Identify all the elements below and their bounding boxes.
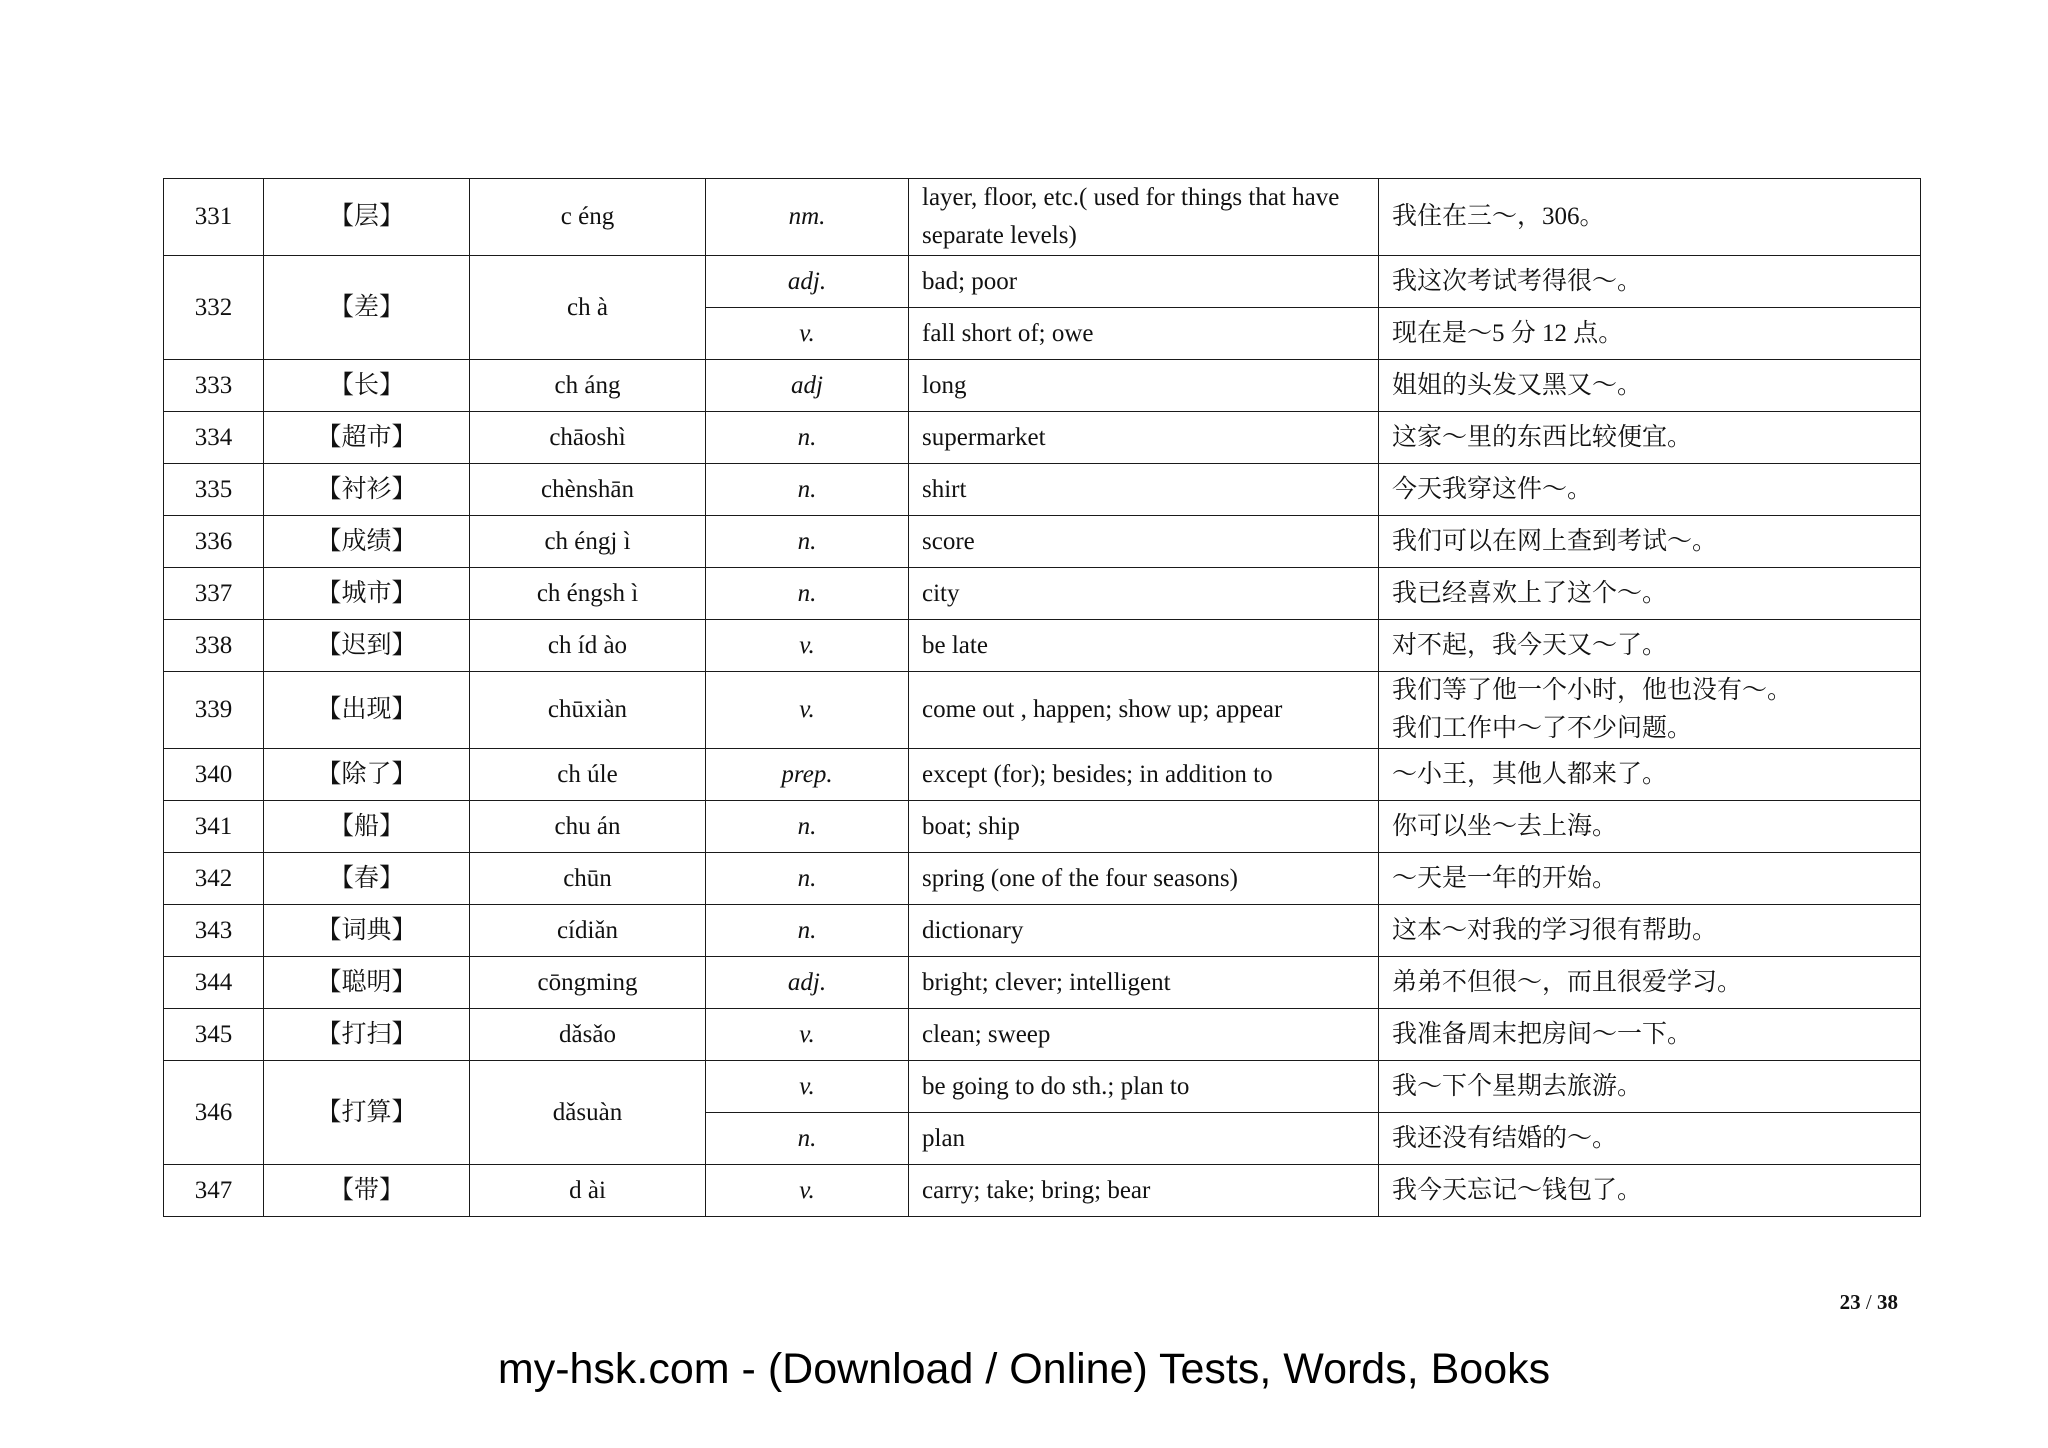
- entry-number: 333: [164, 360, 264, 412]
- table-row: [164, 853, 1921, 905]
- table-row: [164, 1061, 1921, 1113]
- example-line: 我们可以在网上查到考试～。: [1392, 527, 1718, 555]
- part-of-speech: adj: [706, 360, 909, 412]
- example-sentence: [1379, 308, 1921, 360]
- part-of-speech: n.: [706, 801, 909, 853]
- part-of-speech: nm.: [706, 179, 909, 256]
- example-sentence: [1379, 620, 1921, 672]
- page-separator: /: [1860, 1290, 1877, 1314]
- table-row: [164, 256, 1921, 308]
- example-line: 我已经喜欢上了这个～。: [1392, 579, 1668, 607]
- english-meaning: carry; take; bring; bear: [909, 1165, 1379, 1217]
- example-sentence: [1379, 672, 1921, 749]
- example-sentence: [1379, 957, 1921, 1009]
- example-sentence: [1379, 568, 1921, 620]
- entry-word: 【城市】: [264, 568, 470, 620]
- page-number: [1840, 1290, 1898, 1315]
- part-of-speech: n.: [706, 1113, 909, 1165]
- english-meaning: shirt: [909, 464, 1379, 516]
- table-row: [164, 905, 1921, 957]
- example-line: 这家～里的东西比较便宜。: [1392, 423, 1693, 451]
- part-of-speech: adj.: [706, 256, 909, 308]
- entry-number: 341: [164, 801, 264, 853]
- example-sentence: [1379, 853, 1921, 905]
- entry-pinyin: dǎsuàn: [470, 1061, 706, 1165]
- english-meaning: except (for); besides; in addition to: [909, 749, 1379, 801]
- entry-word: 【打算】: [264, 1061, 470, 1165]
- table-row: [164, 957, 1921, 1009]
- example-line: 我这次考试考得很～。: [1392, 267, 1643, 295]
- entry-pinyin: cōngming: [470, 957, 706, 1009]
- part-of-speech: v.: [706, 1165, 909, 1217]
- entry-word: 【聪明】: [264, 957, 470, 1009]
- table-row: [164, 1009, 1921, 1061]
- example-line: 对不起，我今天又～了。: [1392, 631, 1668, 659]
- table-row: [164, 568, 1921, 620]
- entry-number: 344: [164, 957, 264, 1009]
- entry-pinyin: chūxiàn: [470, 672, 706, 749]
- part-of-speech: n.: [706, 516, 909, 568]
- entry-number: 345: [164, 1009, 264, 1061]
- entry-pinyin: ch éngsh ì: [470, 568, 706, 620]
- english-meaning: clean; sweep: [909, 1009, 1379, 1061]
- example-sentence: [1379, 516, 1921, 568]
- example-sentence: [1379, 360, 1921, 412]
- vocabulary-table: [163, 178, 1921, 1217]
- entry-word: 【衬衫】: [264, 464, 470, 516]
- entry-number: 342: [164, 853, 264, 905]
- english-meaning: be going to do sth.; plan to: [909, 1061, 1379, 1113]
- part-of-speech: n.: [706, 464, 909, 516]
- example-sentence: [1379, 905, 1921, 957]
- part-of-speech: n.: [706, 568, 909, 620]
- part-of-speech: n.: [706, 853, 909, 905]
- example-sentence: [1379, 412, 1921, 464]
- example-line: 姐姐的头发又黑又～。: [1392, 371, 1643, 399]
- example-line: 我们等了他一个小时，他也没有～。: [1392, 677, 1793, 704]
- entry-pinyin: chāoshì: [470, 412, 706, 464]
- example-sentence: [1379, 801, 1921, 853]
- example-sentence: [1379, 179, 1921, 256]
- table-row: [164, 464, 1921, 516]
- example-line: 我～下个星期去旅游。: [1392, 1072, 1643, 1100]
- table-row: [164, 672, 1921, 749]
- entry-number: 332: [164, 256, 264, 360]
- entry-word: 【船】: [264, 801, 470, 853]
- english-meaning: boat; ship: [909, 801, 1379, 853]
- site-footer-banner: my-hsk.com - (Download / Online) Tests, Words, Books: [497, 1345, 1551, 1393]
- part-of-speech: v.: [706, 1061, 909, 1113]
- entry-pinyin: chu án: [470, 801, 706, 853]
- entry-word: 【除了】: [264, 749, 470, 801]
- table-row: [164, 516, 1921, 568]
- english-meaning: come out , happen; show up; appear: [909, 672, 1379, 749]
- english-meaning: supermarket: [909, 412, 1379, 464]
- english-meaning: city: [909, 568, 1379, 620]
- entry-pinyin: ch íd ào: [470, 620, 706, 672]
- entry-number: 340: [164, 749, 264, 801]
- entry-number: 337: [164, 568, 264, 620]
- example-line: 这本～对我的学习很有帮助。: [1392, 916, 1718, 944]
- entry-word: 【超市】: [264, 412, 470, 464]
- entry-pinyin: d ài: [470, 1165, 706, 1217]
- english-meaning: be late: [909, 620, 1379, 672]
- table-row: [164, 749, 1921, 801]
- entry-word: 【长】: [264, 360, 470, 412]
- table-row: [164, 620, 1921, 672]
- english-meaning: long: [909, 360, 1379, 412]
- table-row: [164, 360, 1921, 412]
- example-line: 弟弟不但很～，而且很爱学习。: [1392, 968, 1743, 996]
- example-line: 我还没有结婚的～。: [1392, 1124, 1618, 1152]
- example-sentence: [1379, 464, 1921, 516]
- example-sentence: [1379, 256, 1921, 308]
- example-line: 今天我穿这件～。: [1392, 475, 1593, 503]
- example-line: 我们工作中～了不少问题。: [1392, 715, 1693, 742]
- entry-number: 335: [164, 464, 264, 516]
- example-line: 我今天忘记～钱包了。: [1392, 1176, 1643, 1204]
- part-of-speech: v.: [706, 620, 909, 672]
- entry-word: 【差】: [264, 256, 470, 360]
- entry-word: 【春】: [264, 853, 470, 905]
- example-line: ～小王，其他人都来了。: [1392, 760, 1668, 788]
- table-row: [164, 801, 1921, 853]
- english-meaning: bright; clever; intelligent: [909, 957, 1379, 1009]
- entry-number: 339: [164, 672, 264, 749]
- entry-pinyin: ch áng: [470, 360, 706, 412]
- english-meaning: bad; poor: [909, 256, 1379, 308]
- entry-word: 【出现】: [264, 672, 470, 749]
- table-row: [164, 1165, 1921, 1217]
- example-line: 我准备周末把房间～一下。: [1392, 1020, 1693, 1048]
- entry-number: 343: [164, 905, 264, 957]
- part-of-speech: v.: [706, 672, 909, 749]
- part-of-speech: n.: [706, 905, 909, 957]
- entry-pinyin: ch úle: [470, 749, 706, 801]
- example-line: 我住在三～，306。: [1392, 203, 1605, 230]
- english-meaning: fall short of; owe: [909, 308, 1379, 360]
- entry-pinyin: c éng: [470, 179, 706, 256]
- example-sentence: [1379, 1113, 1921, 1165]
- page-current: 23: [1839, 1290, 1861, 1314]
- entry-pinyin: chūn: [470, 853, 706, 905]
- example-line: 你可以坐～去上海。: [1392, 812, 1618, 840]
- english-meaning: dictionary: [909, 905, 1379, 957]
- vocabulary-table-body: [164, 179, 1921, 1217]
- english-meaning: plan: [909, 1113, 1379, 1165]
- entry-pinyin: cídiǎn: [470, 905, 706, 957]
- example-sentence: [1379, 749, 1921, 801]
- entry-word: 【迟到】: [264, 620, 470, 672]
- entry-number: 346: [164, 1061, 264, 1165]
- english-meaning: layer, floor, etc.( used for things that have separate levels): [909, 179, 1379, 256]
- example-line: 现在是～5 分 12 点。: [1392, 319, 1624, 347]
- entry-word: 【层】: [264, 179, 470, 256]
- entry-number: 331: [164, 179, 264, 256]
- part-of-speech: prep.: [706, 749, 909, 801]
- part-of-speech: adj.: [706, 957, 909, 1009]
- english-meaning: spring (one of the four seasons): [909, 853, 1379, 905]
- example-line: ～天是一年的开始。: [1392, 864, 1618, 892]
- english-meaning: score: [909, 516, 1379, 568]
- page-total: 38: [1877, 1290, 1898, 1314]
- entry-word: 【打扫】: [264, 1009, 470, 1061]
- entry-word: 【带】: [264, 1165, 470, 1217]
- part-of-speech: n.: [706, 412, 909, 464]
- part-of-speech: v.: [706, 1009, 909, 1061]
- table-row: [164, 412, 1921, 464]
- entry-pinyin: dǎsǎo: [470, 1009, 706, 1061]
- entry-word: 【词典】: [264, 905, 470, 957]
- entry-pinyin: chènshān: [470, 464, 706, 516]
- example-sentence: [1379, 1165, 1921, 1217]
- entry-pinyin: ch éngj ì: [470, 516, 706, 568]
- entry-number: 334: [164, 412, 264, 464]
- example-sentence: [1379, 1009, 1921, 1061]
- table-row: [164, 179, 1921, 256]
- entry-pinyin: ch à: [470, 256, 706, 360]
- entry-number: 347: [164, 1165, 264, 1217]
- part-of-speech: v.: [706, 308, 909, 360]
- entry-number: 338: [164, 620, 264, 672]
- entry-word: 【成绩】: [264, 516, 470, 568]
- example-sentence: [1379, 1061, 1921, 1113]
- entry-number: 336: [164, 516, 264, 568]
